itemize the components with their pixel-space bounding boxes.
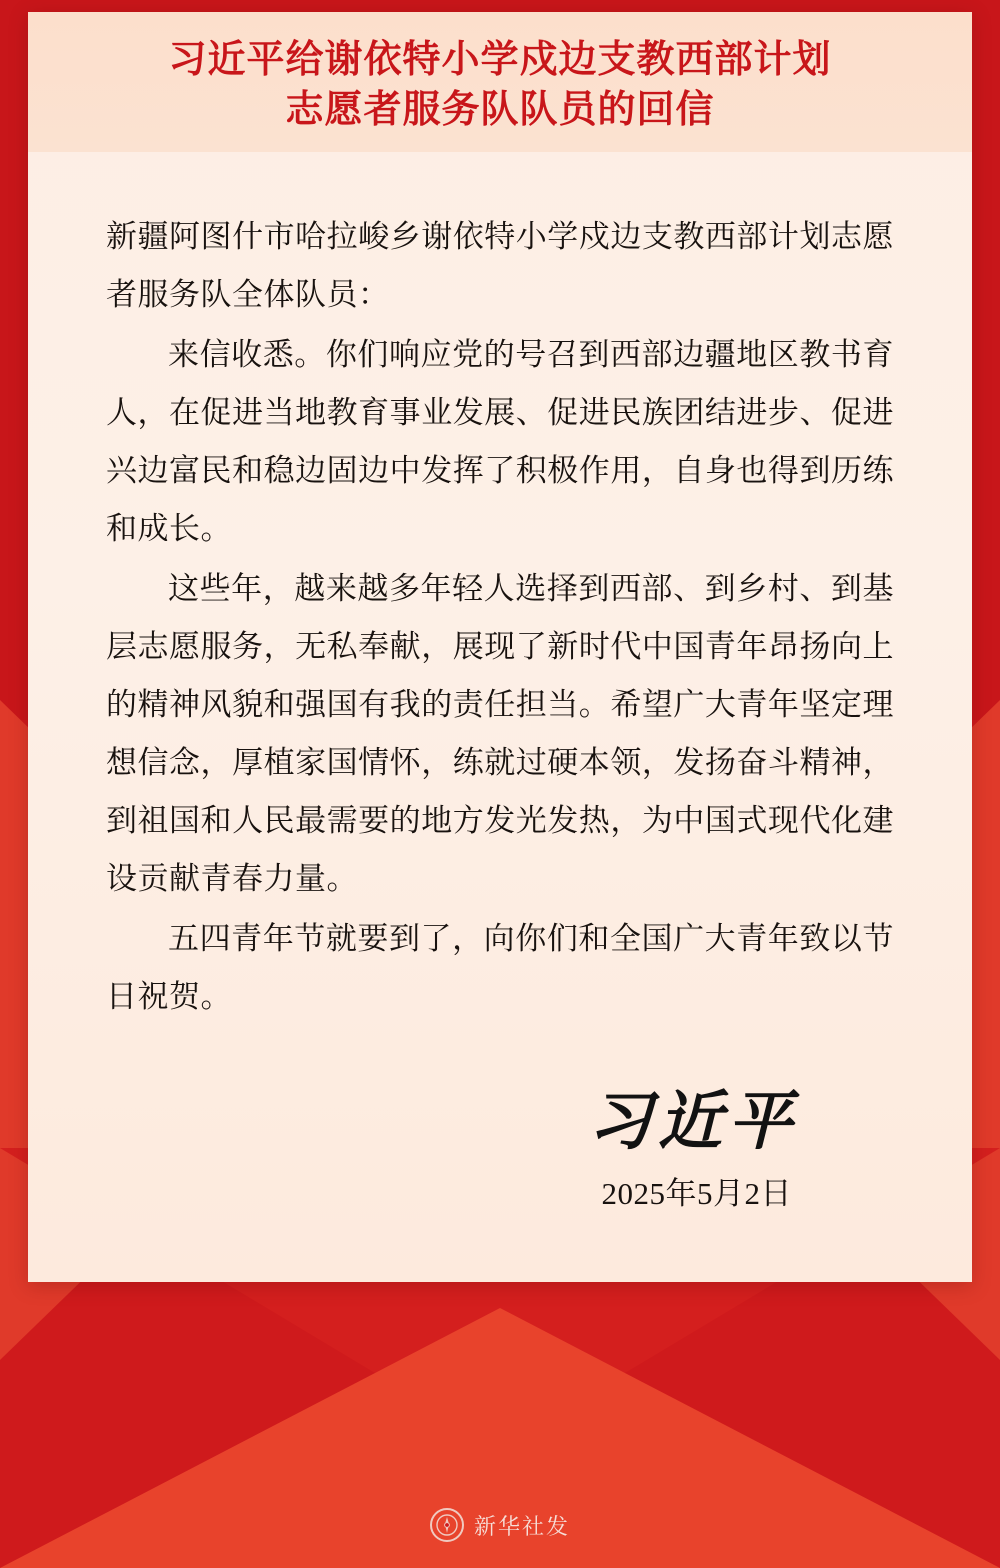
salutation: 新疆阿图什市哈拉峻乡谢依特小学戍边支教西部计划志愿者服务队全体队员： [106, 219, 894, 312]
letter-header [28, 12, 972, 152]
page-title-line-1: 习近平给谢依特小学戍边支教西部计划 [168, 39, 832, 81]
letter-sheet [28, 12, 972, 1282]
paragraph-3: 五四青年节就要到了，向你们和全国广大青年致以节日祝贺。 [106, 921, 894, 1014]
signature-date: 2025年5月2日 [601, 1176, 792, 1211]
footer-credit [0, 1508, 1000, 1542]
paragraph-1: 来信收悉。你们响应党的号召到西部边疆地区教书育人，在促进当地教育事业发展、促进民族团结进步、促进兴边富民和稳边固边中发挥了积极作用，自身也得到历练和成长。 [106, 337, 894, 546]
signature-block [106, 1084, 894, 1213]
xinhua-emblem-icon [430, 1508, 464, 1542]
footer-credit-label: 新华社发 [473, 1513, 570, 1539]
signature-name: 习近平 [588, 1086, 798, 1157]
page-title-line-2: 志愿者服务队队员的回信 [285, 89, 715, 131]
letter-body [28, 152, 972, 1213]
paragraph-2: 这些年，越来越多年轻人选择到西部、到乡村、到基层志愿服务，无私奉献，展现了新时代中国青年昂扬向上的精神风貌和强国有我的责任担当。希望广大青年坚定理想信念，厚植家国情怀，练就过硬本领，发扬奋斗精神，到祖国和人民最需要的地方发光发热，为中国式现代化建设贡献青春力量。 [106, 571, 894, 896]
